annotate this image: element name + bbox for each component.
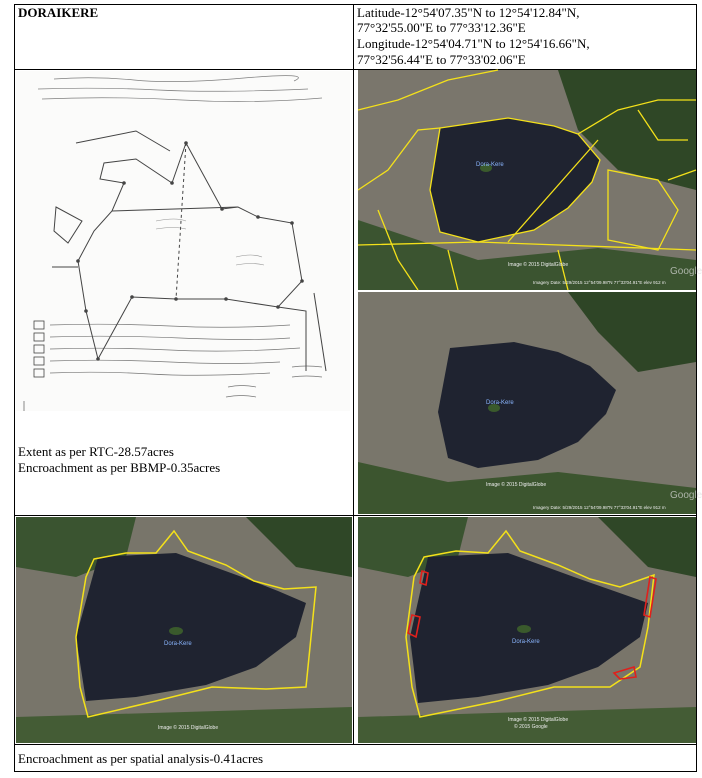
lake-label-2: Dora-Kere xyxy=(486,400,514,406)
google-watermark-1: Google xyxy=(670,266,702,277)
satellite-image-encroachment xyxy=(358,517,696,743)
latitude-line-1: Latitude-12°54'07.35"N to 12°54'12.84"N, xyxy=(357,5,580,20)
lake-label-4: Dora-Kere xyxy=(512,639,540,645)
latitude-line-2: 77°32'55.00"E to 77°33'12.36"E xyxy=(357,20,526,35)
image-credit-4-line-2: © 2015 Google xyxy=(514,724,548,730)
image-credit-2: Image © 2015 DigitalGlobe xyxy=(486,482,547,488)
image-credit-1: Image © 2015 DigitalGlobe xyxy=(508,262,569,268)
satellite-image-boundary xyxy=(16,517,352,743)
lake-label-3: Dora-Kere xyxy=(164,641,192,647)
longitude-line-2: 77°32'56.44"E to 77°33'02.06"E xyxy=(357,52,526,67)
encroachment-spatial-text: Encroachment as per spatial analysis-0.41acres xyxy=(18,751,264,766)
lake-label-1: Dora-Kere xyxy=(476,162,504,168)
encroachment-bbmp-text: Encroachment as per BBMP-0.35acres xyxy=(18,460,221,475)
extent-text: Extent as per RTC-28.57acres xyxy=(18,444,174,459)
page-title: DORAIKERE xyxy=(18,5,99,20)
imagery-date-1: Imagery Date: 5/29/2015 12°54'09.98"N 77°33'04.91"E elev 912 m xyxy=(533,280,666,285)
imagery-date-2: Imagery Date: 5/29/2015 12°54'09.98"N 77°33'04.91"E elev 912 m xyxy=(533,505,666,510)
longitude-line-1: Longitude-12°54'04.71"N to 12°54'16.66"N, xyxy=(357,36,590,51)
google-watermark-2: Google xyxy=(670,490,702,501)
satellite-image-cadastral xyxy=(358,70,702,290)
satellite-image-plain xyxy=(358,292,702,514)
image-credit-4-line-1: Image © 2015 DigitalGlobe xyxy=(508,717,569,723)
survey-sketch-image xyxy=(16,71,350,411)
image-credit-3: Image © 2015 DigitalGlobe xyxy=(158,725,219,731)
